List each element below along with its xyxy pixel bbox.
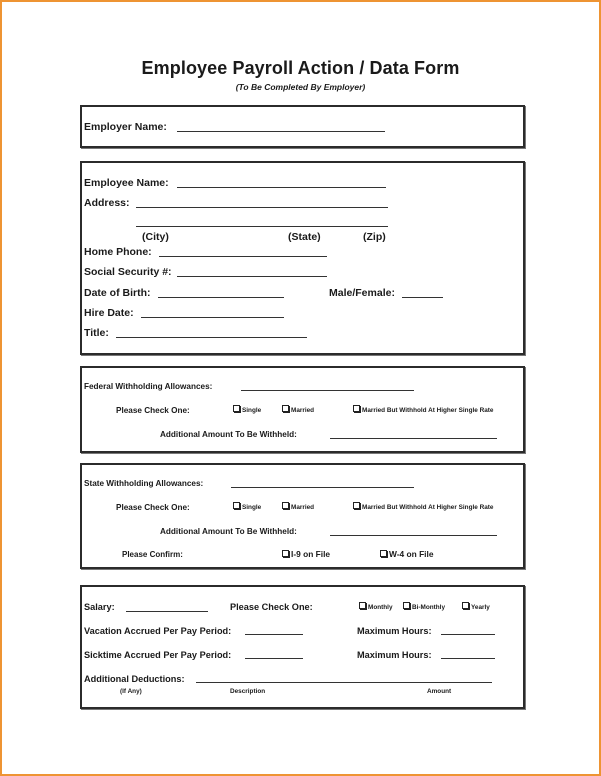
employer-name-label: Employer Name: bbox=[84, 121, 167, 133]
federal-allowances-label: Federal Withholding Allowances: bbox=[84, 382, 213, 391]
checkbox-icon[interactable] bbox=[380, 550, 387, 557]
federal-allowances-field[interactable] bbox=[241, 390, 414, 391]
sicktime-field[interactable] bbox=[245, 658, 303, 659]
checkbox-icon[interactable] bbox=[282, 502, 289, 509]
form-title: Employee Payroll Action / Data Form bbox=[141, 58, 460, 78]
federal-additional-field[interactable] bbox=[330, 438, 497, 439]
dob-label: Date of Birth: bbox=[84, 287, 151, 299]
form-subtitle: (To Be Completed By Employer) bbox=[235, 82, 366, 92]
hire-date-label: Hire Date: bbox=[84, 307, 134, 319]
state-option-married-higher-rate[interactable]: Married But Withhold At Higher Single Rate bbox=[353, 502, 493, 513]
checkbox-icon[interactable] bbox=[353, 405, 360, 412]
title-field[interactable] bbox=[116, 337, 307, 338]
checkbox-icon[interactable] bbox=[359, 602, 366, 609]
address-label: Address: bbox=[84, 197, 130, 209]
employee-name-field[interactable] bbox=[177, 187, 386, 188]
frequency-monthly[interactable]: Monthly bbox=[359, 602, 393, 613]
salary-label: Salary: bbox=[84, 602, 115, 612]
description-caption: Description bbox=[230, 688, 266, 695]
checkbox-icon[interactable] bbox=[233, 405, 240, 412]
home-phone-field[interactable] bbox=[159, 256, 327, 257]
address-line1-field[interactable] bbox=[136, 207, 388, 208]
frequency-bi-monthly[interactable]: Bi-Monthly bbox=[403, 602, 445, 613]
federal-option-married[interactable]: Married bbox=[282, 405, 314, 416]
state-caption: (State) bbox=[288, 231, 321, 243]
vacation-field[interactable] bbox=[245, 634, 303, 635]
hire-date-field[interactable] bbox=[141, 317, 284, 318]
vacation-max-field[interactable] bbox=[441, 634, 495, 635]
frequency-yearly[interactable]: Yearly bbox=[462, 602, 490, 613]
home-phone-label: Home Phone: bbox=[84, 246, 152, 258]
deductions-label: Additional Deductions: bbox=[84, 674, 185, 684]
state-additional-field[interactable] bbox=[330, 535, 497, 536]
vacation-label: Vacation Accrued Per Pay Period: bbox=[84, 626, 232, 636]
employer-section bbox=[80, 105, 525, 148]
state-option-single[interactable]: Single bbox=[233, 502, 261, 513]
state-withholding-section bbox=[80, 463, 525, 569]
pay-section bbox=[80, 585, 525, 709]
gender-label: Male/Female: bbox=[329, 287, 395, 299]
vacation-max-label: Maximum Hours: bbox=[357, 626, 432, 636]
checkbox-icon[interactable] bbox=[282, 405, 289, 412]
checkbox-icon[interactable] bbox=[233, 502, 240, 509]
state-option-married[interactable]: Married bbox=[282, 502, 314, 513]
city-caption: (City) bbox=[142, 231, 169, 243]
gender-field[interactable] bbox=[402, 297, 443, 298]
pay-check-one-label: Please Check One: bbox=[230, 602, 313, 612]
state-additional-label: Additional Amount To Be Withheld: bbox=[160, 527, 297, 536]
employee-name-label: Employee Name: bbox=[84, 177, 169, 189]
if-any-caption: (If Any) bbox=[120, 688, 142, 695]
federal-additional-label: Additional Amount To Be Withheld: bbox=[160, 430, 297, 439]
zip-caption: (Zip) bbox=[363, 231, 386, 243]
employer-name-field[interactable] bbox=[177, 131, 385, 132]
state-allowances-field[interactable] bbox=[231, 487, 414, 488]
employee-section bbox=[80, 161, 525, 355]
ssn-field[interactable] bbox=[177, 276, 327, 277]
federal-check-one-label: Please Check One: bbox=[116, 406, 190, 415]
deductions-field[interactable] bbox=[196, 682, 492, 683]
amount-caption: Amount bbox=[427, 688, 452, 695]
checkbox-icon[interactable] bbox=[403, 602, 410, 609]
checkbox-icon[interactable] bbox=[282, 550, 289, 557]
checkbox-icon[interactable] bbox=[462, 602, 469, 609]
address-line2-field[interactable] bbox=[136, 226, 388, 227]
sicktime-max-field[interactable] bbox=[441, 658, 495, 659]
salary-field[interactable] bbox=[126, 611, 208, 612]
sicktime-max-label: Maximum Hours: bbox=[357, 650, 432, 660]
state-check-one-label: Please Check One: bbox=[116, 503, 190, 512]
checkbox-icon[interactable] bbox=[353, 502, 360, 509]
confirm-label: Please Confirm: bbox=[122, 550, 183, 559]
ssn-label: Social Security #: bbox=[84, 266, 172, 278]
federal-withholding-section bbox=[80, 366, 525, 453]
confirm-i9-option[interactable]: I-9 on File bbox=[282, 549, 330, 559]
state-allowances-label: State Withholding Allowances: bbox=[84, 479, 204, 488]
dob-field[interactable] bbox=[158, 297, 284, 298]
confirm-w4-option[interactable]: W-4 on File bbox=[380, 549, 434, 559]
sicktime-label: Sicktime Accrued Per Pay Period: bbox=[84, 650, 232, 660]
federal-option-married-higher-rate[interactable]: Married But Withhold At Higher Single Rate bbox=[353, 405, 493, 416]
federal-option-single[interactable]: Single bbox=[233, 405, 261, 416]
title-label: Title: bbox=[84, 327, 109, 339]
